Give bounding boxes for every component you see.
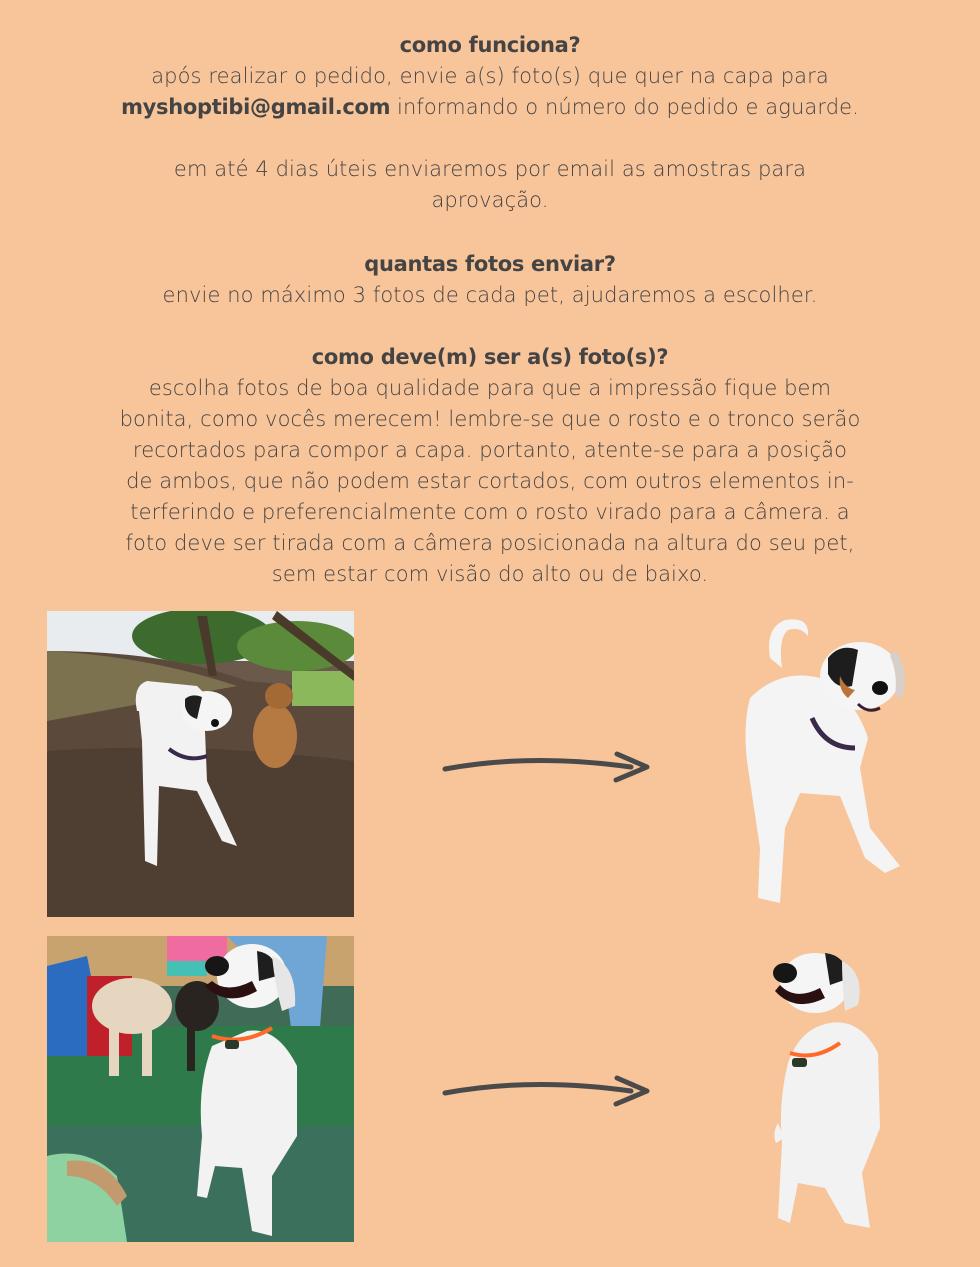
email-suffix: informando o número do pedido e aguarde. (390, 95, 859, 119)
paragraph-line: de ambos, que não podem estar cortados, com outros elementos in- (126, 469, 854, 493)
paragraph-line: terferindo e preferencialmente com o rosto virado para a câmera. a (130, 500, 850, 524)
section-samples-info (0, 154, 980, 216)
example-2-cutout (770, 943, 890, 1229)
example-2-original-photo (47, 936, 354, 1242)
paragraph-line: foto deve ser tirada com a câmera posicionada na altura do seu pet, (125, 531, 855, 555)
section-how-many-photos (0, 249, 980, 311)
heading-photo-requirements: como deve(m) ser a(s) foto(s)? (311, 345, 669, 369)
paragraph-line: sem estar com visão do alto ou de baixo. (271, 562, 709, 586)
arrow-right-icon (441, 747, 651, 787)
email-link[interactable]: myshoptibi@gmail.com (121, 95, 391, 119)
example-1-original-photo (47, 611, 354, 917)
example-1-cutout (740, 618, 910, 910)
arrow-right-icon (441, 1071, 651, 1111)
heading-how-many-photos: quantas fotos enviar? (364, 252, 616, 276)
paragraph-line (0, 92, 980, 123)
paragraph-line: aprovação. (431, 188, 549, 212)
section-photo-requirements (0, 342, 980, 590)
paragraph-line: bonita, como vocês merecem! lembre-se que o rosto e o tronco serão (119, 407, 861, 431)
paragraph-line: recortados para compor a capa. portanto, atente-se para a posição (132, 438, 848, 462)
section-how-it-works (0, 30, 980, 123)
paragraph-line: escolha fotos de boa qualidade para que a impressão fique bem (148, 376, 832, 400)
paragraph-line: após realizar o pedido, envie a(s) foto(s) que quer na capa para (151, 64, 829, 88)
paragraph-line: envie no máximo 3 fotos de cada pet, ajudaremos a escolher. (162, 283, 818, 307)
heading-how-it-works: como funciona? (399, 33, 581, 57)
paragraph-line: em até 4 dias úteis enviaremos por email as amostras para (173, 157, 807, 181)
